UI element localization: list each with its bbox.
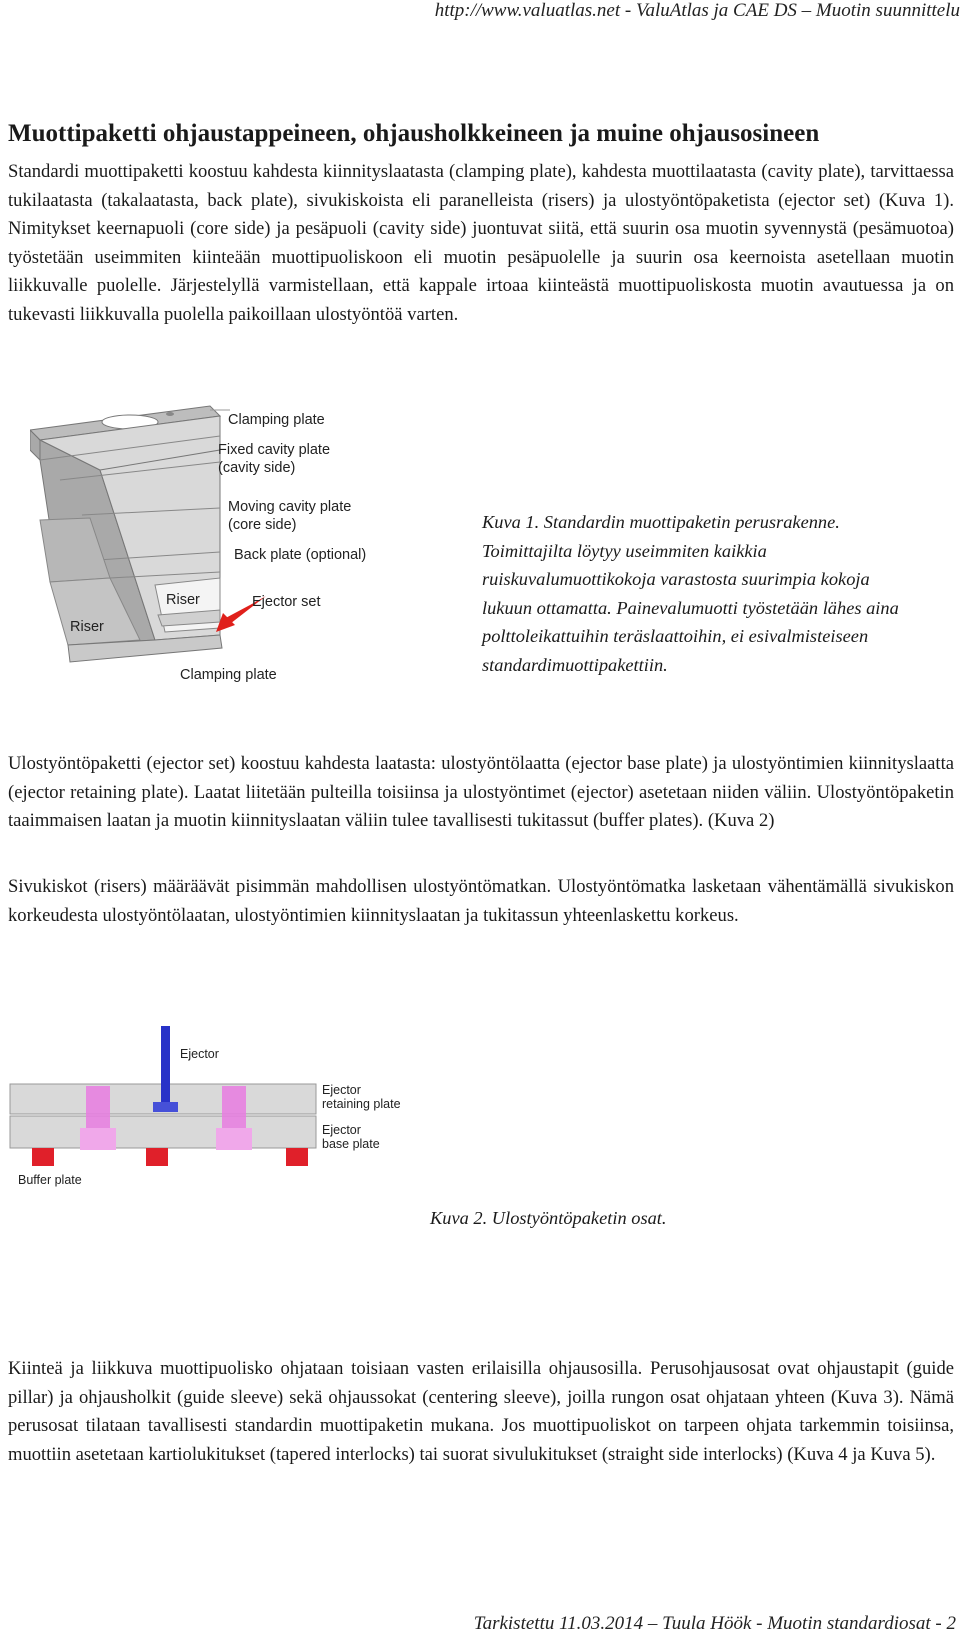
header-url[interactable]: http://www.valuatlas.net - ValuAtlas ja CAE DS – Muotin suunnittelu <box>434 0 960 21</box>
label-fixed-cavity-side: (cavity side) <box>218 460 296 476</box>
mold-base-illustration <box>30 400 450 690</box>
paragraph-intro: Standardi muottipaketti koostuu kahdesta kiinnityslaatasta (clamping plate), kahdesta muottilaatasta (cavity plate), tarvittaessa tukilaatasta (takalaatasta, back plate), sivukiskoista eli paranelleista (risers) ja ulostyöntöpaketista (ejector set) (Kuva 1). Nimitykset keernapuoli (core side) ja pesäpuoli (cavity side) juontuvat siitä, että suurin osa muotin syvennystä (pesämuotoa) työstetään useimmiten kiinteään muottipuoliskoon eli muotin pesäpuolelle ja suurin osa keernoista asetellaan muotin liikkuvalle puolelle. Järjestelyllä varmistellaan, että kappale irtoaa kiinteästä muottipuoliskosta muotin avautuessa ja on tukevasti liikkuvalla puolella paikoillaan ulostyöntöä varten. <box>8 161 954 325</box>
label-moving-cavity-plate: Moving cavity plate <box>228 499 352 515</box>
label-back-plate: Back plate (optional) <box>234 547 367 563</box>
label-base-1: Ejector <box>322 1123 361 1137</box>
label-clamping-plate-bottom: Clamping plate <box>180 667 277 683</box>
label-base-2: base plate <box>322 1137 380 1151</box>
figure-mold-base <box>30 400 450 690</box>
label-moving-core-side: (core side) <box>228 517 297 533</box>
section-title: Muottipaketti ohjaustappeineen, ohjausholkkeineen ja muine ohjausosineen <box>8 120 820 147</box>
label-ejector-set: Ejector set <box>252 594 321 610</box>
figure1-caption: Kuva 1. Standardin muottipaketin perusrakenne. Toimittajilta löytyy useimmiten kaikkia ruiskuvalumuottikokoja varastosta suurimpia kokoja lukuun ottamatta. Painevalumuotti työstetään lähes aina polttoleikattuihin teräslaattoihin, ei esivalmisteiseen standardimuottipakettiin. <box>482 512 899 675</box>
label-ejector: Ejector <box>180 1047 219 1061</box>
label-fixed-cavity-plate: Fixed cavity plate <box>218 442 331 458</box>
figure2-caption: Kuva 2. Ulostyöntöpaketin osat. <box>430 1208 667 1228</box>
label-riser-inner: Riser <box>166 592 200 608</box>
paragraph-guide-parts: Kiinteä ja liikkuva muottipuolisko ohjataan toisiaan vasten erilaisilla ohjausosilla. Perusohjausosat ovat ohjaustapit (guide pillar) ja ohjausholkit (guide sleeve) sekä ohjaussokat (centering sleeve), joilla rungon osat ohjataan yhteen (Kuva 3). Nämä perusosat tilataan tavallisesti standardin muottipaketin mukana. Jos muottipuoliskot on tarpeen ohjata tarkemmin toisiinsa, muottiin asetetaan kartiolukitukset (tapered interlocks) tai suorat sivulukitukset (straight side interlocks) (Kuva 4 ja Kuva 5). <box>8 1358 954 1465</box>
paragraph-ejector-set: Ulostyöntöpaketti (ejector set) koostuu kahdesta laatasta: ulostyöntölaatta (ejector base plate) ja ulostyöntimien kiinnityslaatta (ejector retaining plate). Laatat liitetään pulteilla toisiinsa ja ulostyöntimet (ejector) asetetaan niiden väliin. Ulostyöntöpaketin taaimmaisen laatan ja muotin kiinnityslaatan väliin tulee tavallisesti tukitassut (buffer plates). (Kuva 2) <box>8 753 954 831</box>
figure-ejector-parts <box>6 1022 426 1192</box>
label-retaining-2: retaining plate <box>322 1097 401 1111</box>
paragraph-risers: Sivukiskot (risers) määräävät pisimmän mahdollisen ulostyöntömatkan. Ulostyöntömatka lasketaan vähentämällä sivukiskon korkeudesta ulostyöntölaatan, ulostyöntimien kiinnityslaatan ja tukitassun yhteenlaskettu korkeus. <box>8 876 954 926</box>
ejector-parts-illustration <box>6 1022 426 1192</box>
label-riser-outer: Riser <box>70 619 104 635</box>
label-clamping-plate-top: Clamping plate <box>228 412 325 428</box>
page-footer: Tarkistettu 11.03.2014 – Tuula Höök - Muotin standardiosat - 2 <box>473 1613 956 1634</box>
label-retaining-1: Ejector <box>322 1083 361 1097</box>
label-buffer-plate: Buffer plate <box>18 1173 82 1187</box>
